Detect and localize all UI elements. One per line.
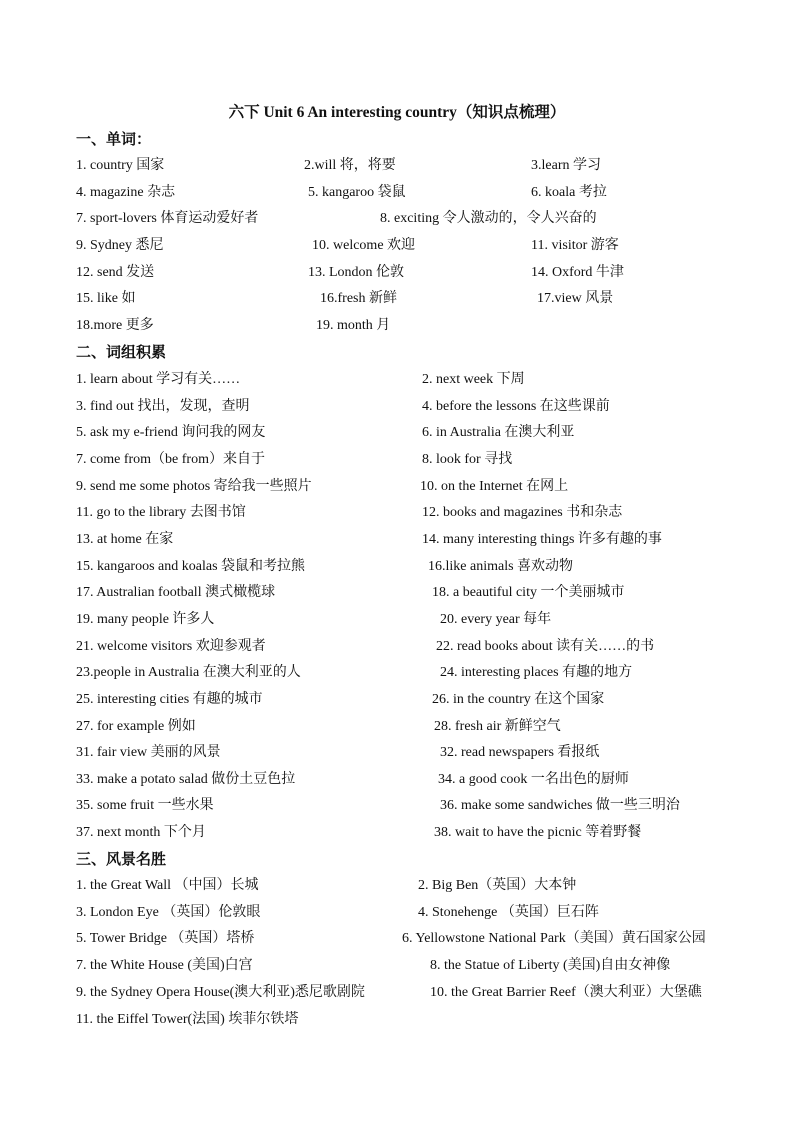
entry-row <box>0 927 794 949</box>
entry-item: 38. wait to have the picnic 等着野餐 <box>434 825 642 840</box>
entry-item: 5. kangaroo 袋鼠 <box>308 184 406 200</box>
entry-item: 11. go to the library 去图书馆 <box>76 505 246 521</box>
entry-item: 13. London 伦敦 <box>308 264 405 280</box>
entry-item: 1. learn about 学习有关…… <box>76 372 241 387</box>
entry-row <box>0 821 794 843</box>
entry-item: 17. Australian football 澳式橄榄球 <box>76 585 276 601</box>
entry-item: 12. send 发送 <box>76 264 155 280</box>
entry-item: 9. send me some photos 寄给我一些照片 <box>76 478 312 494</box>
entry-item: 35. some fruit 一些水果 <box>76 798 214 814</box>
entry-item: 33. make a potato salad 做份土豆色拉 <box>76 771 296 787</box>
entry-row <box>0 421 794 443</box>
entry-row <box>0 154 794 176</box>
entry-row <box>0 234 794 256</box>
entry-item: 14. Oxford 牛津 <box>531 264 624 280</box>
entry-row <box>0 794 794 816</box>
entry-item: 24. interesting places 有趣的地方 <box>440 665 633 681</box>
entry-row <box>0 715 794 737</box>
entry-row <box>0 901 794 923</box>
entry-item: 22. read books about 读有关……的书 <box>436 638 655 654</box>
page-title: 六下 Unit 6 An interesting country（知识点梳理） <box>228 104 566 121</box>
entry-row <box>0 368 794 390</box>
entry-item: 5. ask my e-friend 询问我的网友 <box>76 425 266 441</box>
entry-item: 2. next week 下周 <box>422 372 525 387</box>
entry-item: 10. welcome 欢迎 <box>312 238 416 253</box>
entry-row <box>0 207 794 229</box>
entry-row <box>0 635 794 657</box>
entry-item: 37. next month 下个月 <box>76 825 206 840</box>
entry-row <box>0 261 794 283</box>
entry-item: 5. Tower Bridge （英国）塔桥 <box>76 931 255 947</box>
entry-item: 18.more 更多 <box>76 318 154 333</box>
entry-item: 10. the Great Barrier Reef（澳大利亚）大堡礁 <box>430 984 702 1000</box>
entry-item: 36. make some sandwiches 做一些三明治 <box>440 798 680 814</box>
entry-row <box>0 448 794 470</box>
entry-item: 6. Yellowstone National Park（美国）黄石国家公园 <box>402 931 706 947</box>
entry-item: 15. like 如 <box>76 291 136 307</box>
entry-row <box>0 181 794 203</box>
entry-item: 2. Big Ben（英国）大本钟 <box>418 878 577 893</box>
entry-item: 10. on the Internet 在网上 <box>420 478 569 494</box>
entry-row <box>0 287 794 309</box>
entry-item: 4. before the lessons 在这些课前 <box>422 398 610 414</box>
section-heading: 三、风景名胜 <box>76 852 167 868</box>
entry-row <box>0 395 794 417</box>
entry-item: 7. sport-lovers 体育运动爱好者 <box>76 211 259 227</box>
entry-row <box>0 768 794 790</box>
entry-item: 28. fresh air 新鲜空气 <box>434 718 561 734</box>
entry-item: 2.will 将，将要 <box>304 158 396 173</box>
entry-item: 9. Sydney 悉尼 <box>76 238 164 253</box>
entry-item: 19. month 月 <box>316 318 391 333</box>
section-heading: 一、单词： <box>76 132 152 148</box>
entry-item: 12. books and magazines 书和杂志 <box>422 505 623 521</box>
entry-item: 9. the Sydney Opera House(澳大利亚)悉尼歌剧院 <box>76 984 365 1000</box>
entry-row <box>0 874 794 896</box>
entry-row <box>0 475 794 497</box>
entry-item: 18. a beautiful city 一个美丽城市 <box>432 585 625 601</box>
entry-row <box>0 501 794 523</box>
entry-item: 3. find out 找出，发现，查明 <box>76 398 250 414</box>
entry-item: 25. interesting cities 有趣的城市 <box>76 691 263 707</box>
entry-row <box>0 981 794 1003</box>
entry-row <box>0 954 794 976</box>
entry-item: 13. at home 在家 <box>76 531 174 547</box>
entry-item: 3. London Eye （英国）伦敦眼 <box>76 904 261 920</box>
entry-item: 8. look for 寻找 <box>422 451 513 467</box>
entry-item: 26. in the country 在这个国家 <box>432 691 605 707</box>
entry-row <box>0 314 794 336</box>
entry-row <box>0 528 794 550</box>
entry-item: 1. the Great Wall （中国）长城 <box>76 878 259 893</box>
entry-item: 21. welcome visitors 欢迎参观者 <box>76 638 266 654</box>
entry-item: 8. exciting 令人激动的，令人兴奋的 <box>380 211 597 227</box>
entry-item: 4. magazine 杂志 <box>76 184 176 200</box>
entry-item: 16.fresh 新鲜 <box>320 291 397 307</box>
entry-item: 11. visitor 游客 <box>531 238 619 253</box>
entry-row <box>0 661 794 683</box>
entry-item: 23.people in Australia 在澳大利亚的人 <box>76 665 301 681</box>
entry-item: 32. read newspapers 看报纸 <box>440 745 600 761</box>
section-heading: 二、词组积累 <box>76 345 167 361</box>
entry-row <box>0 688 794 710</box>
entry-item: 31. fair view 美丽的风景 <box>76 745 221 761</box>
entry-item: 7. the White House (美国)白宫 <box>76 958 253 974</box>
entry-item: 19. many people 许多人 <box>76 611 215 627</box>
entry-row <box>0 741 794 763</box>
entry-item: 27. for example 例如 <box>76 718 196 734</box>
entry-item: 14. many interesting things 许多有趣的事 <box>422 531 662 547</box>
entry-row <box>0 1008 794 1030</box>
entry-item: 11. the Eiffel Tower(法国) 埃菲尔铁塔 <box>76 1011 299 1027</box>
entry-row <box>0 581 794 603</box>
entry-item: 4. Stonehenge （英国）巨石阵 <box>418 904 599 920</box>
entry-item: 16.like animals 喜欢动物 <box>428 558 574 574</box>
entry-item: 34. a good cook 一名出色的厨师 <box>438 771 629 787</box>
entry-item: 20. every year 每年 <box>440 611 552 627</box>
entry-item: 6. in Australia 在澳大利亚 <box>422 425 575 441</box>
entry-item: 3.learn 学习 <box>531 158 601 173</box>
entry-item: 7. come from（be from）来自于 <box>76 451 265 467</box>
entry-item: 15. kangaroos and koalas 袋鼠和考拉熊 <box>76 558 306 574</box>
entry-item: 6. koala 考拉 <box>531 184 607 200</box>
entry-row <box>0 555 794 577</box>
entry-item: 1. country 国家 <box>76 158 165 173</box>
entry-item: 17.view 风景 <box>537 291 614 307</box>
entry-row <box>0 608 794 630</box>
entry-item: 8. the Statue of Liberty (美国)自由女神像 <box>430 958 671 974</box>
